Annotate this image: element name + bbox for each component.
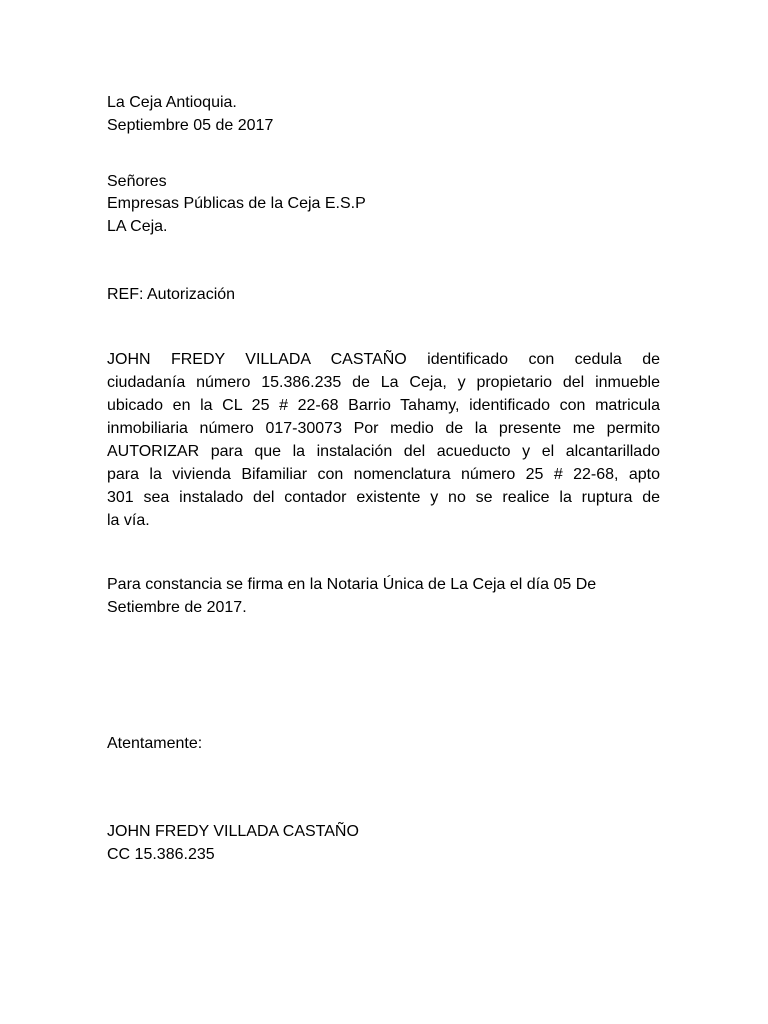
recipient-salutation: Señores xyxy=(107,173,167,190)
body-line: JOHN FREDY VILLADA CASTAÑO identificado con cedula de xyxy=(107,351,660,368)
signature-id: CC 15.386.235 xyxy=(107,846,215,863)
body-line: AUTORIZAR para que la instalación del acueducto y el alcantarillado xyxy=(107,443,660,460)
body-line: 301 sea instalado del contador existente y no se realice la ruptura de xyxy=(107,489,660,506)
recipient-city: LA Ceja. xyxy=(107,218,168,235)
closing-line: Para constancia se firma en la Notaria Única de La Ceja el día 05 De xyxy=(107,576,597,593)
valediction: Atentamente: xyxy=(107,735,203,752)
body-paragraph xyxy=(107,348,660,532)
body-line: la vía. xyxy=(107,512,150,529)
body-line: ciudadanía número 15.386.235 de La Ceja, y propietario del inmueble xyxy=(107,374,660,391)
body-line: ubicado en la CL 25 # 22-68 Barrio Tahamy, identificado con matricula xyxy=(107,397,660,414)
closing-statement xyxy=(107,573,660,619)
body-line: para la vivienda Bifamiliar con nomenclatura número 25 # 22-68, apto xyxy=(107,466,660,483)
date-line: Septiembre 05 de 2017 xyxy=(107,117,274,134)
place-line: La Ceja Antioquia. xyxy=(107,94,237,111)
recipient-organization: Empresas Públicas de la Ceja E.S.P xyxy=(107,195,366,212)
reference-line: REF: Autorización xyxy=(107,286,236,303)
closing-line: Setiembre de 2017. xyxy=(107,599,247,616)
signature-name: JOHN FREDY VILLADA CASTAÑO xyxy=(107,823,359,840)
body-line: inmobiliaria número 017-30073 Por medio de la presente me permito xyxy=(107,420,660,437)
